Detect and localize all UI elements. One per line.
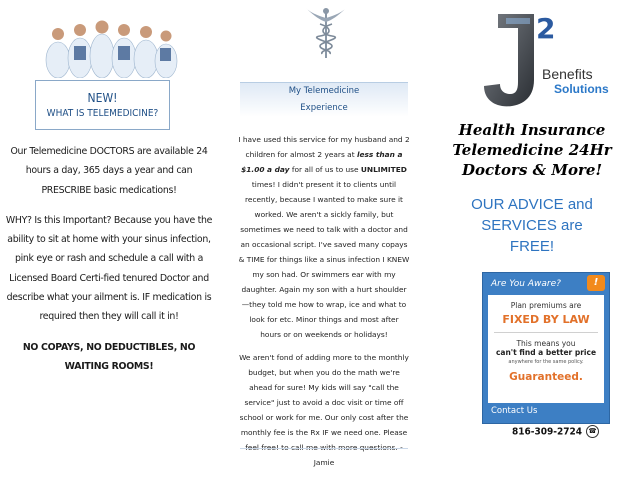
middle-footer-divider <box>240 448 408 449</box>
testimonial-p1-c: times! I didn't present it to clients until recently, because I wanted to make sure it worked. We aren't a sickly family, but sometimes we need to talk with a doctor and an occasional script. I've saved many copays & TIME for things like a sinus infection I KNEW my son had. Or swimmers ear with my daughter. Again my son with a hurt shoulder—they told me how to wrap, ice and what to look for etc. Minor things and most after hours or on weekends or holidays! <box>238 180 410 339</box>
headline-line-3: Doctors & More! <box>461 161 603 179</box>
new-telemedicine-box <box>35 80 170 130</box>
logo-superscript: 2 <box>536 12 556 45</box>
aware-line-3: This means you <box>516 339 576 348</box>
logo-solutions-text: Solutions <box>554 82 609 96</box>
headline <box>432 120 632 180</box>
new-subtitle: WHAT IS TELEMEDICINE? <box>46 108 159 119</box>
advice-line-3: FREE! <box>509 238 555 255</box>
left-panel <box>0 0 212 493</box>
caduceus-icon <box>306 6 346 60</box>
logo-benefits-text: Benefits <box>542 66 593 82</box>
testimonial-paragraph-1 <box>238 132 410 342</box>
aware-line-4: can't find a better price <box>495 348 597 357</box>
testimonial-p1-a: I have used this service for my husband and 2 children for almost 2 years at <box>238 135 410 159</box>
aware-line-1: Plan premiums are <box>510 301 582 310</box>
exclamation-icon: ! <box>587 275 605 291</box>
aware-divider <box>494 332 598 333</box>
logo-j-mark <box>480 10 540 110</box>
advice-line-2: SERVICES are <box>481 217 583 234</box>
testimonial-p1-italic: less than a $1.00 a day <box>241 150 403 174</box>
phone-number[interactable] <box>512 425 599 438</box>
testimonial-p1-bold: UNLIMITED <box>360 165 407 174</box>
aware-header-text: Are You Aware? <box>491 279 561 289</box>
aware-line-6: Guaranteed. <box>509 371 583 383</box>
headline-line-1: Health Insurance <box>458 121 606 139</box>
aware-header <box>483 273 609 295</box>
doctors-available-paragraph: Our Telemedicine DOCTORS are available 24 hours a day, 365 days a year and can PRESCRIBE basic medications! <box>10 146 208 196</box>
headline-line-2: Telemedicine 24Hr <box>452 141 612 159</box>
why-important-paragraph: WHY? Is this Important? Because you have the ability to sit at home with your sinus infection, pink eye or rash and schedule a call with a Licensed Board Certi-fied tenured Doctor and describe what your ailment is. IF medication is required then they will call it in! <box>5 214 213 323</box>
right-panel <box>432 0 638 493</box>
doctors-group-photo <box>40 8 180 78</box>
new-title: NEW! <box>87 91 118 105</box>
heading-line-2: Experience <box>300 103 348 113</box>
heading-line-1: My Telemedicine <box>288 86 360 96</box>
middle-panel <box>232 0 410 493</box>
phone-number-text: 816-309-2724 <box>512 426 583 438</box>
testimonial-p1-b: for all of us to use <box>289 165 361 174</box>
aware-card <box>488 295 604 403</box>
no-copays-paragraph: NO COPAYS, NO DEDUCTIBLES, NO WAITING ROOMS! <box>22 341 196 372</box>
left-panel-text <box>4 142 214 387</box>
phone-icon: ☎ <box>586 425 599 438</box>
advice-line-1: OUR ADVICE and <box>471 196 593 213</box>
advice-free-text <box>432 194 632 257</box>
testimonial-paragraph-2: We aren't fond of adding more to the monthly budget, but when you do the math we're ahead for sure! My kids will say "call the service" just to avoid a doc visit or time off school or work for me. Our only cost after the monthly fee is the Rx IF we need one. Please Jamie <box>239 353 409 467</box>
are-you-aware-box <box>482 272 610 424</box>
aware-line-2: FIXED BY LAW <box>502 313 590 326</box>
telemedicine-experience-heading <box>240 82 408 117</box>
testimonial-text <box>238 132 410 478</box>
contact-us-link[interactable]: Contact Us <box>491 406 538 416</box>
aware-line-5: anywhere for the same policy. <box>508 359 584 365</box>
j2-benefits-logo <box>480 10 610 110</box>
